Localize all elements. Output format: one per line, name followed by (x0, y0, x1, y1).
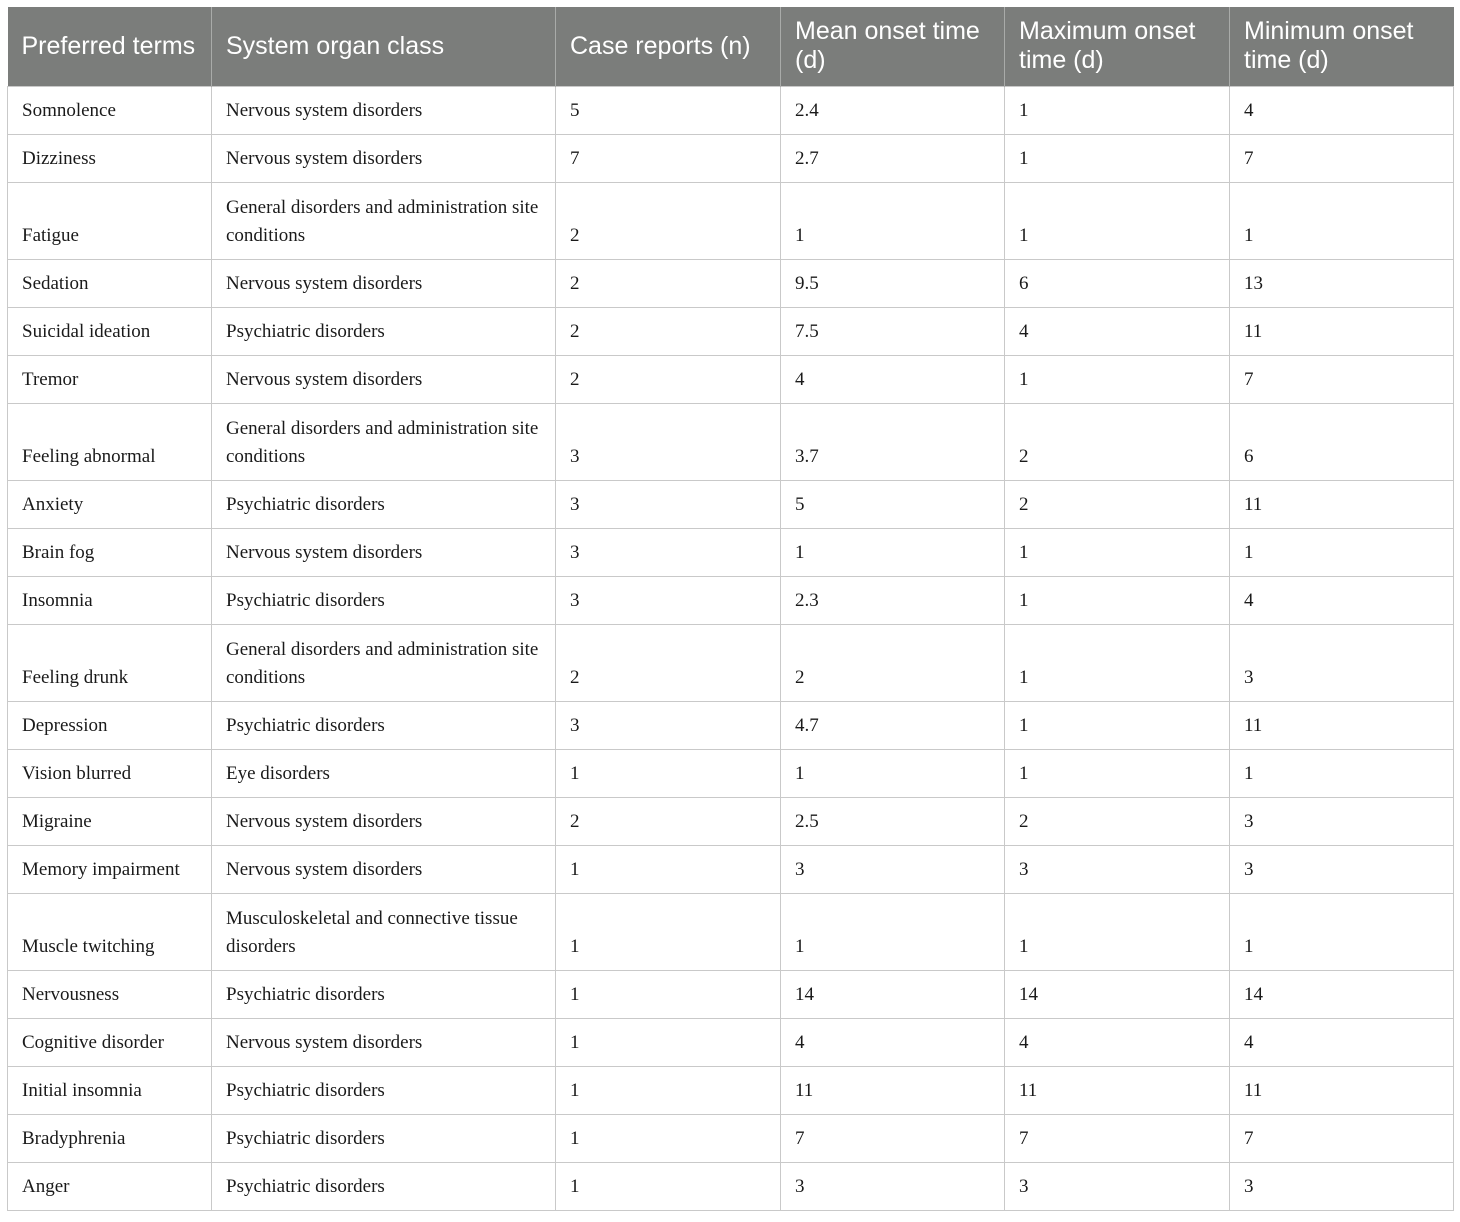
cell-system-organ-class: Nervous system disorders (212, 798, 556, 846)
cell-system-organ-class: General disorders and administration site conditions (212, 625, 556, 702)
cell-preferred-term: Fatigue (8, 183, 212, 260)
table-row (8, 894, 1454, 971)
cell-min-onset: 7 (1230, 135, 1454, 183)
cell-preferred-term: Anxiety (8, 481, 212, 529)
header-case-reports: Case reports (n) (556, 7, 781, 87)
cell-preferred-term: Somnolence (8, 87, 212, 135)
cell-system-organ-class: Nervous system disorders (212, 356, 556, 404)
cell-system-organ-class: Psychiatric disorders (212, 1115, 556, 1163)
cell-preferred-term: Suicidal ideation (8, 308, 212, 356)
cell-mean-onset: 4 (781, 356, 1005, 404)
cell-case-reports: 5 (556, 87, 781, 135)
cell-case-reports: 3 (556, 577, 781, 625)
table-row (8, 1067, 1454, 1115)
cell-min-onset: 4 (1230, 1019, 1454, 1067)
cell-preferred-term: Feeling drunk (8, 625, 212, 702)
cell-mean-onset: 1 (781, 183, 1005, 260)
cell-case-reports: 2 (556, 183, 781, 260)
cell-case-reports: 1 (556, 1067, 781, 1115)
adverse-events-table-container (7, 7, 1453, 1211)
table-row (8, 135, 1454, 183)
cell-max-onset: 1 (1005, 529, 1230, 577)
cell-system-organ-class: Musculoskeletal and connective tissue disorders (212, 894, 556, 971)
cell-mean-onset: 14 (781, 971, 1005, 1019)
cell-mean-onset: 1 (781, 894, 1005, 971)
header-system-organ-class: System organ class (212, 7, 556, 87)
cell-min-onset: 1 (1230, 750, 1454, 798)
cell-system-organ-class: Psychiatric disorders (212, 1163, 556, 1211)
cell-max-onset: 2 (1005, 481, 1230, 529)
cell-system-organ-class: Psychiatric disorders (212, 481, 556, 529)
cell-mean-onset: 4.7 (781, 702, 1005, 750)
cell-case-reports: 1 (556, 971, 781, 1019)
cell-max-onset: 2 (1005, 798, 1230, 846)
cell-max-onset: 1 (1005, 356, 1230, 404)
cell-preferred-term: Feeling abnormal (8, 404, 212, 481)
cell-system-organ-class: Psychiatric disorders (212, 1067, 556, 1115)
cell-mean-onset: 2.7 (781, 135, 1005, 183)
cell-case-reports: 7 (556, 135, 781, 183)
header-min-onset: Minimum onset time (d) (1230, 7, 1454, 87)
cell-min-onset: 13 (1230, 260, 1454, 308)
cell-max-onset: 1 (1005, 577, 1230, 625)
table-row (8, 356, 1454, 404)
table-row (8, 1163, 1454, 1211)
cell-case-reports: 2 (556, 356, 781, 404)
cell-system-organ-class: Psychiatric disorders (212, 308, 556, 356)
cell-max-onset: 14 (1005, 971, 1230, 1019)
table-row (8, 183, 1454, 260)
cell-preferred-term: Dizziness (8, 135, 212, 183)
table-body (8, 87, 1454, 1211)
cell-preferred-term: Initial insomnia (8, 1067, 212, 1115)
cell-system-organ-class: Nervous system disorders (212, 260, 556, 308)
header-preferred-terms: Preferred terms (8, 7, 212, 87)
header-max-onset: Maximum onset time (d) (1005, 7, 1230, 87)
cell-preferred-term: Anger (8, 1163, 212, 1211)
cell-preferred-term: Bradyphrenia (8, 1115, 212, 1163)
table-header (8, 7, 1454, 87)
cell-case-reports: 3 (556, 529, 781, 577)
cell-case-reports: 2 (556, 260, 781, 308)
cell-system-organ-class: Eye disorders (212, 750, 556, 798)
cell-min-onset: 6 (1230, 404, 1454, 481)
cell-preferred-term: Cognitive disorder (8, 1019, 212, 1067)
cell-max-onset: 1 (1005, 135, 1230, 183)
cell-min-onset: 1 (1230, 894, 1454, 971)
table-row (8, 481, 1454, 529)
cell-max-onset: 3 (1005, 1163, 1230, 1211)
cell-mean-onset: 1 (781, 750, 1005, 798)
cell-preferred-term: Insomnia (8, 577, 212, 625)
table-row (8, 87, 1454, 135)
cell-mean-onset: 2.4 (781, 87, 1005, 135)
table-row (8, 971, 1454, 1019)
cell-case-reports: 2 (556, 798, 781, 846)
cell-max-onset: 11 (1005, 1067, 1230, 1115)
cell-system-organ-class: Psychiatric disorders (212, 971, 556, 1019)
cell-min-onset: 3 (1230, 846, 1454, 894)
cell-system-organ-class: Nervous system disorders (212, 1019, 556, 1067)
cell-max-onset: 1 (1005, 183, 1230, 260)
cell-max-onset: 1 (1005, 625, 1230, 702)
cell-case-reports: 1 (556, 1163, 781, 1211)
cell-mean-onset: 2.3 (781, 577, 1005, 625)
cell-mean-onset: 4 (781, 1019, 1005, 1067)
cell-case-reports: 3 (556, 702, 781, 750)
cell-system-organ-class: Nervous system disorders (212, 87, 556, 135)
cell-preferred-term: Migraine (8, 798, 212, 846)
cell-mean-onset: 5 (781, 481, 1005, 529)
cell-case-reports: 1 (556, 750, 781, 798)
cell-preferred-term: Tremor (8, 356, 212, 404)
cell-system-organ-class: Psychiatric disorders (212, 702, 556, 750)
cell-preferred-term: Muscle twitching (8, 894, 212, 971)
cell-max-onset: 1 (1005, 894, 1230, 971)
cell-min-onset: 11 (1230, 1067, 1454, 1115)
cell-case-reports: 2 (556, 308, 781, 356)
cell-preferred-term: Vision blurred (8, 750, 212, 798)
cell-min-onset: 4 (1230, 87, 1454, 135)
cell-mean-onset: 1 (781, 529, 1005, 577)
cell-case-reports: 1 (556, 894, 781, 971)
cell-case-reports: 3 (556, 481, 781, 529)
cell-system-organ-class: Nervous system disorders (212, 846, 556, 894)
cell-max-onset: 7 (1005, 1115, 1230, 1163)
cell-mean-onset: 7 (781, 1115, 1005, 1163)
cell-min-onset: 1 (1230, 183, 1454, 260)
cell-mean-onset: 2.5 (781, 798, 1005, 846)
table-row (8, 404, 1454, 481)
table-row (8, 308, 1454, 356)
cell-system-organ-class: Nervous system disorders (212, 529, 556, 577)
cell-max-onset: 3 (1005, 846, 1230, 894)
cell-min-onset: 3 (1230, 625, 1454, 702)
cell-min-onset: 1 (1230, 529, 1454, 577)
table-row (8, 577, 1454, 625)
cell-mean-onset: 3.7 (781, 404, 1005, 481)
cell-preferred-term: Nervousness (8, 971, 212, 1019)
cell-max-onset: 6 (1005, 260, 1230, 308)
cell-preferred-term: Sedation (8, 260, 212, 308)
cell-preferred-term: Depression (8, 702, 212, 750)
cell-mean-onset: 3 (781, 846, 1005, 894)
cell-system-organ-class: General disorders and administration site conditions (212, 404, 556, 481)
cell-min-onset: 11 (1230, 308, 1454, 356)
cell-min-onset: 11 (1230, 702, 1454, 750)
cell-case-reports: 2 (556, 625, 781, 702)
cell-min-onset: 4 (1230, 577, 1454, 625)
cell-preferred-term: Memory impairment (8, 846, 212, 894)
cell-max-onset: 4 (1005, 308, 1230, 356)
table-row (8, 1115, 1454, 1163)
cell-case-reports: 3 (556, 404, 781, 481)
cell-min-onset: 7 (1230, 356, 1454, 404)
table-row (8, 750, 1454, 798)
cell-min-onset: 3 (1230, 1163, 1454, 1211)
table-row (8, 702, 1454, 750)
cell-mean-onset: 3 (781, 1163, 1005, 1211)
table-row (8, 529, 1454, 577)
adverse-events-table (7, 7, 1454, 1211)
cell-mean-onset: 7.5 (781, 308, 1005, 356)
cell-case-reports: 1 (556, 1115, 781, 1163)
cell-system-organ-class: Nervous system disorders (212, 135, 556, 183)
table-row (8, 625, 1454, 702)
cell-case-reports: 1 (556, 846, 781, 894)
cell-max-onset: 1 (1005, 87, 1230, 135)
cell-max-onset: 1 (1005, 750, 1230, 798)
cell-max-onset: 4 (1005, 1019, 1230, 1067)
header-row (8, 7, 1454, 87)
cell-min-onset: 14 (1230, 971, 1454, 1019)
cell-min-onset: 7 (1230, 1115, 1454, 1163)
cell-min-onset: 3 (1230, 798, 1454, 846)
cell-max-onset: 1 (1005, 702, 1230, 750)
cell-case-reports: 1 (556, 1019, 781, 1067)
cell-system-organ-class: Psychiatric disorders (212, 577, 556, 625)
table-row (8, 260, 1454, 308)
cell-system-organ-class: General disorders and administration site conditions (212, 183, 556, 260)
cell-preferred-term: Brain fog (8, 529, 212, 577)
cell-min-onset: 11 (1230, 481, 1454, 529)
table-row (8, 1019, 1454, 1067)
cell-mean-onset: 11 (781, 1067, 1005, 1115)
cell-mean-onset: 9.5 (781, 260, 1005, 308)
table-row (8, 846, 1454, 894)
header-mean-onset: Mean onset time (d) (781, 7, 1005, 87)
table-row (8, 798, 1454, 846)
cell-mean-onset: 2 (781, 625, 1005, 702)
cell-max-onset: 2 (1005, 404, 1230, 481)
